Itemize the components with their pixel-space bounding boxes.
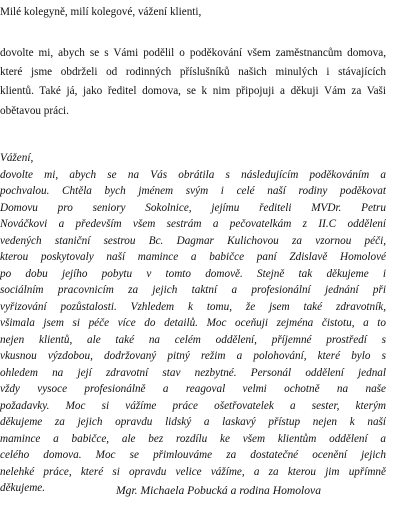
letter-line: vyřizování pozůstalosti. Vzhledem k tomu, že jsem také zdravotník,	[0, 300, 386, 313]
letter-line: po dobu jejího pobytu v tomto domově. Stejně tak děkujeme i	[0, 267, 386, 280]
intro-line: dovolte mi, abych se s Vámi podělil o poděkování všem zaměstnancům domova,	[0, 47, 386, 59]
letter-line: Domovu pro seniory Sokolnice, jejímu řediteli MVDr. Petru	[0, 201, 386, 214]
letter-line: všimala jsem si péče více do detailů. Moc oceňuji zejména čistotu, a to	[0, 317, 386, 329]
letter-line: sociálním pracovnicím za jejich taktní a profesionální jednání při	[0, 284, 386, 296]
letter-line: pochvalou. Chtěla bych jménem svým i celé naší rodiny poděkovat	[0, 185, 386, 197]
intro-line: klientů. Také já, jako ředitel domova, se k nim připojuji a děkuji Vám za Vaši	[0, 85, 386, 98]
letter-line: děkujeme za jejich opravdu lidský a laskavý přístup nejen k naší	[0, 416, 386, 428]
letter-line: vždy vysoce profesionálně a reagoval velmi ochotně na naše	[0, 383, 386, 395]
letter-line: nejen klientů, ale také na celém oddělení, příjemné prostředí s	[0, 333, 386, 346]
letter-line: celého domova. Moc se přimlouváme za dostatečné ocenění jejich	[0, 449, 386, 461]
letter-greeting: Vážení,	[0, 152, 34, 164]
letter-line: kterou poskytovaly naší mamince a babičce paní Zdislavě Homolové	[0, 251, 386, 263]
intro-line: obětavou práci.	[0, 104, 69, 117]
letter-line: vedených staniční sestrou Bc. Dagmar Kulichovou za vzornou péči,	[0, 234, 386, 247]
letter-line: Nováčkovi a především všem sestrám a pečovatelkám z II.C oddělení	[0, 218, 386, 230]
salutation: Milé kolegyně, milí kolegové, vážení klienti,	[0, 6, 202, 18]
intro-paragraph	[0, 44, 386, 121]
letter-line: vkusnou výzdobou, dodržovaný pitný režim a polohování, které bylo s	[0, 350, 386, 362]
signature: Mgr. Michaela Pobucká a rodina Homolova	[116, 484, 322, 497]
letter-line: mamince a babičce, ale bez rozdílu ke všem klientům oddělení a	[0, 432, 386, 445]
letter-line: požadavky. Moc si vážíme práce ošetřovatelek a sester, kterým	[0, 399, 386, 412]
letter-line: ohledem na její zdravotní stav nezbytné. Personál oddělení jednal	[0, 366, 386, 379]
letter-line: děkujeme.	[0, 482, 46, 494]
thank-you-letter	[0, 150, 386, 497]
letter-line: dovolte mi, abych se na Vás obrátila s následujícím poděkováním a	[0, 168, 386, 181]
intro-line: které jsme obdrželi od rodinných příslušníků našich minulých i stávajících	[0, 66, 386, 79]
letter-line: nelehké práce, které si opravdu velice vážíme, a za kterou jim upřímně	[0, 465, 386, 478]
